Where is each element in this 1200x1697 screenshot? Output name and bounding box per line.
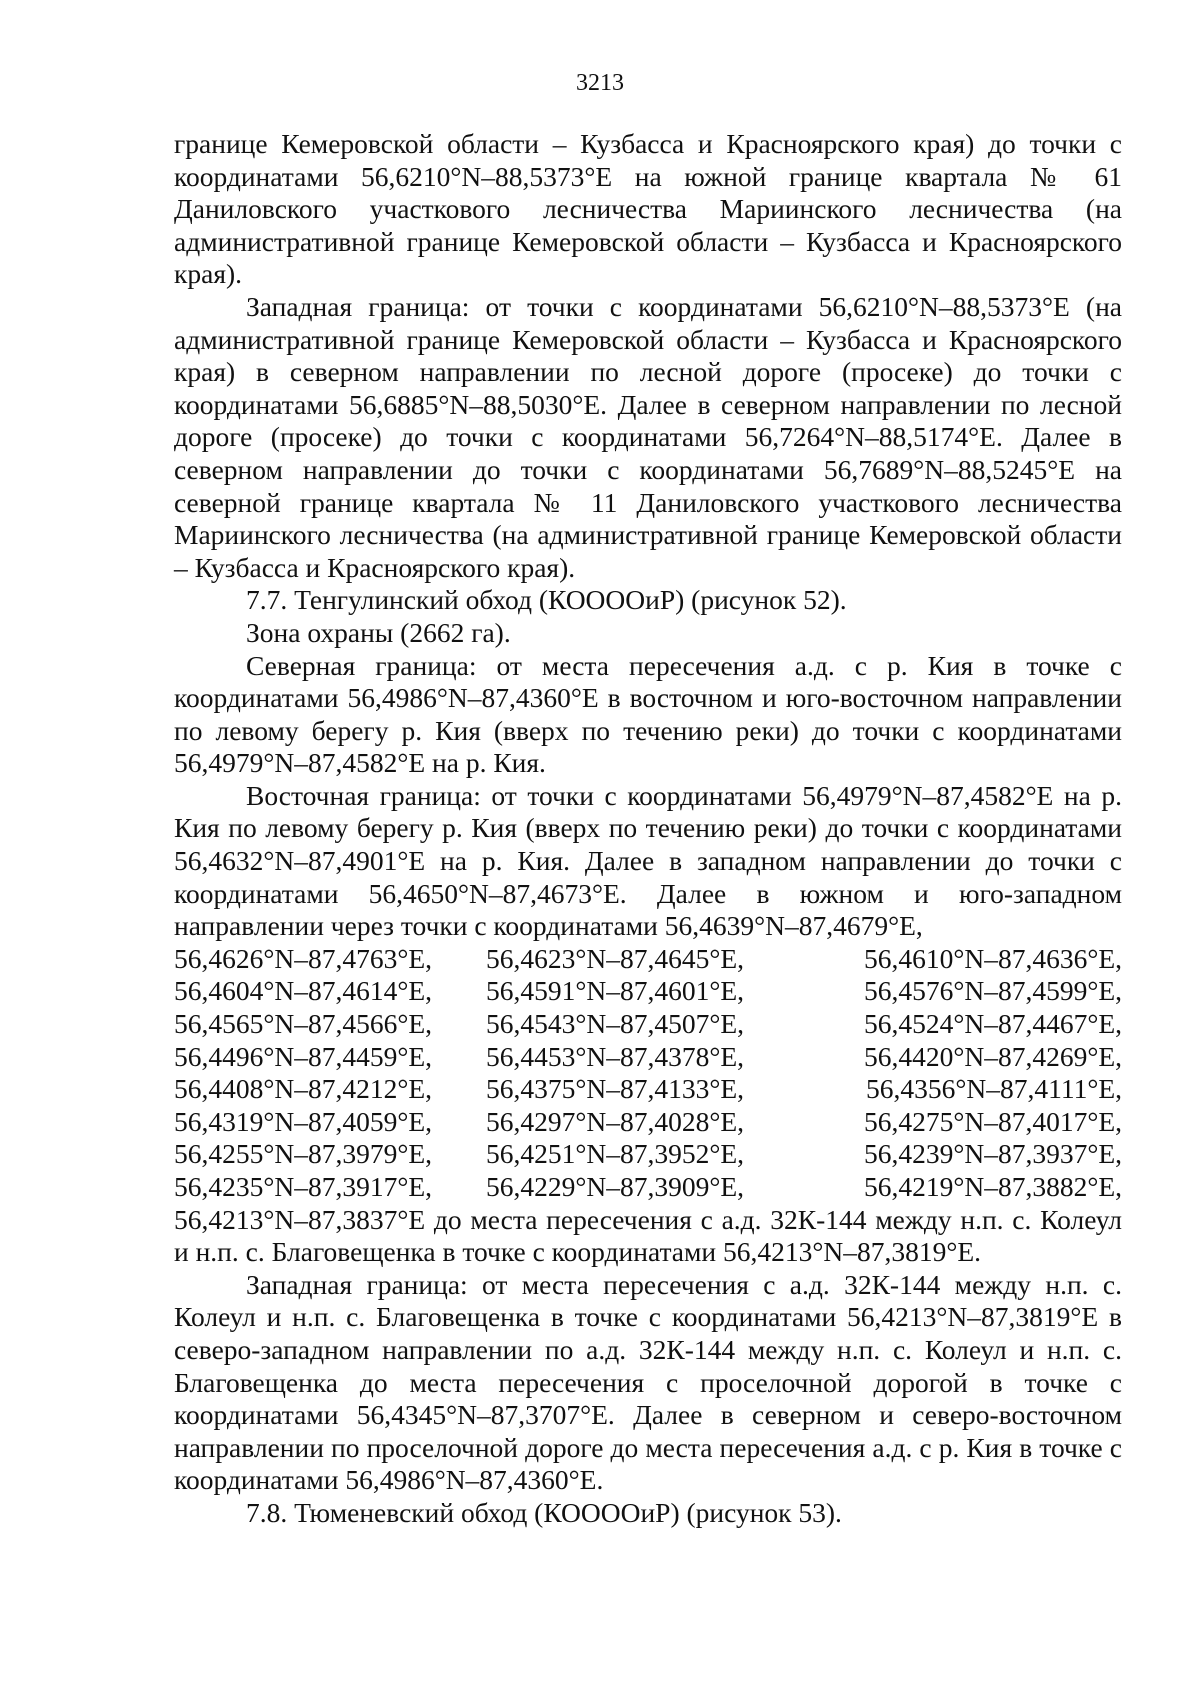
document-body xyxy=(174,128,1122,1530)
coordinate-cell: 56,4297°N–87,4028°E, xyxy=(486,1105,745,1137)
coordinate-cell: 56,4239°N–87,3937°E, xyxy=(863,1138,1122,1170)
coordinate-cell: 56,4496°N–87,4459°E, xyxy=(174,1040,433,1072)
coordinate-cell: 56,4356°N–87,4111°E, xyxy=(866,1073,1122,1105)
coordinate-row xyxy=(174,1171,1122,1204)
coordinate-cell: 56,4251°N–87,3952°E, xyxy=(486,1138,745,1170)
coordinate-cell: 56,4591°N–87,4601°E, xyxy=(486,975,745,1007)
coordinate-row xyxy=(174,1073,1122,1106)
coordinate-cell: 56,4610°N–87,4636°E, xyxy=(863,942,1122,974)
coordinate-cell: 56,4229°N–87,3909°E, xyxy=(486,1171,745,1202)
coordinate-cell: 56,4626°N–87,4763°E, xyxy=(174,942,433,974)
coordinate-cell: 56,4623°N–87,4645°E, xyxy=(486,942,745,974)
coordinate-cell: 56,4319°N–87,4059°E, xyxy=(174,1105,433,1137)
coordinate-cell: 56,4604°N–87,4614°E, xyxy=(174,975,433,1007)
coordinate-row xyxy=(174,975,1122,1008)
section-heading-7-7: 7.7. Тенгулинский обход (КООООиР) (рисунок 52). xyxy=(246,584,847,616)
coordinate-cell: 56,4235°N–87,3917°E, xyxy=(174,1171,433,1202)
coordinate-cell: 56,4275°N–87,4017°E, xyxy=(863,1105,1122,1137)
coordinate-cell: 56,4219°N–87,3882°E, xyxy=(863,1171,1122,1202)
coordinate-cell: 56,4453°N–87,4378°E, xyxy=(486,1040,745,1072)
coordinate-row xyxy=(174,1008,1122,1041)
paragraph-eastern-border-end: 56,4213°N–87,3837°E до места пересечения с а.д. 32К-144 между н.п. с. Колеул и н.п. с. Благовещенка в точке с координатами 56,4213°N–87,3819°E. xyxy=(174,1203,1122,1268)
coordinate-cell: 56,4565°N–87,4566°E, xyxy=(174,1008,433,1040)
coordinate-cell: 56,4408°N–87,4212°E, xyxy=(174,1073,433,1105)
coordinate-cell: 56,4543°N–87,4507°E, xyxy=(486,1008,745,1040)
paragraph-eastern-border-end: границе Кемеровской области – Кузбасса и Красноярского края) до точки с координатами 56,6210°N–88,5373°E на южной границе квартала № 61 Даниловского участкового лесничества Мариинского лесничества (на административной границе Кемеровской области – Кузбасса и Красноярского края). xyxy=(174,128,1122,290)
coordinate-row xyxy=(174,943,1122,976)
page-number: 3213 xyxy=(576,70,624,96)
coordinate-cell: 56,4420°N–87,4269°E, xyxy=(863,1040,1122,1072)
paragraph-northern-border: Северная граница: от места пересечения а.д. с р. Кия в точке с координатами 56,4986°N–87,4360°E в восточном и юго-восточном направлении по левому берегу р. Кия (вверх по течению реки) до точки с координатами 56,4979°N–87,4582°E на р. Кия. xyxy=(174,649,1122,779)
coordinate-cell: 56,4524°N–87,4467°E, xyxy=(863,1008,1122,1040)
coordinate-cell: 56,4255°N–87,3979°E, xyxy=(174,1138,433,1170)
coordinate-row xyxy=(174,1106,1122,1139)
paragraph-eastern-border-intro: Восточная граница: от точки с координатами 56,4979°N–87,4582°E на р. Кия по левому берегу р. Кия (вверх по течению реки) до точки с координатами 56,4632°N–87,4901°E на р. Кия. Далее в западном направлении до точки с координатами 56,4650°N–87,4673°E. Далее в южном и юго-западном направлении через точки с координатами 56,4639°N–87,4679°E, xyxy=(174,779,1122,942)
coordinate-row xyxy=(174,1138,1122,1171)
coordinate-table xyxy=(174,943,1122,1204)
paragraph-western-border: Западная граница: от точки с координатами 56,6210°N–88,5373°E (на административной границе Кемеровской области – Кузбасса и Красноярского края) в северном направлении по лесной дороге (просеке) до точки с координатами 56,6885°N–88,5030°E. Далее в северном направлении по лесной дороге (просеке) до точки с координатами 56,7264°N–88,5174°E. Далее в северном направлении до точки с координатами 56,7689°N–88,5245°E на северной границе квартала № 11 Даниловского участкового лесничества Мариинского лесничества (на административной границе Кемеровской области – Кузбасса и Красноярского края). xyxy=(174,290,1122,583)
coordinate-cell: 56,4375°N–87,4133°E, xyxy=(486,1073,745,1105)
coordinate-row xyxy=(174,1041,1122,1074)
coordinate-cell: 56,4576°N–87,4599°E, xyxy=(863,975,1122,1007)
protection-zone-area: Зона охраны (2662 га). xyxy=(246,616,511,648)
paragraph-western-border-2: Западная граница: от места пересечения с а.д. 32К-144 между н.п. с. Колеул и н.п. с. Благовещенка в точке с координатами 56,4213°N–87,3819°E в северо-западном направлении по а.д. 32К-144 между н.п. с. Колеул и н.п. с. Благовещенка до места пересечения с проселочной дорогой в точке с координатами 56,4345°N–87,3707°E. Далее в северном и северо-восточном направлении по проселочной дороге до места пересечения а.д. с р. Кия в точке с координатами 56,4986°N–87,4360°E. xyxy=(174,1268,1122,1496)
section-heading-7-8: 7.8. Тюменевский обход (КООООиР) (рисунок 53). xyxy=(246,1496,842,1528)
